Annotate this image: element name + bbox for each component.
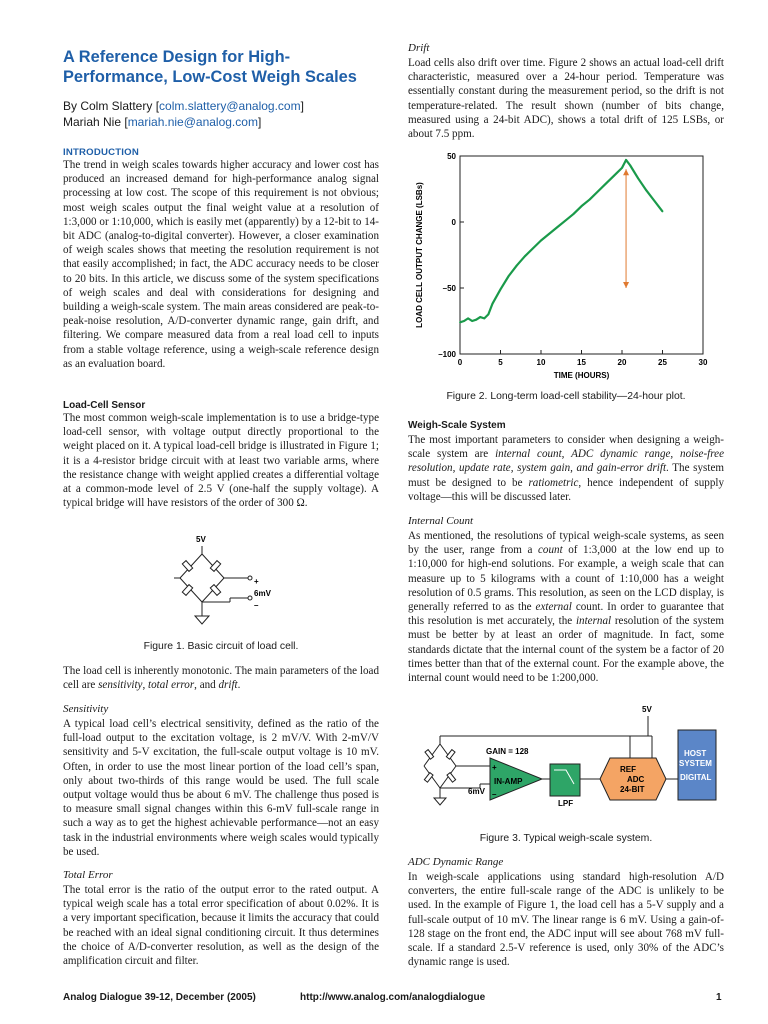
drift-data-point: [463, 320, 465, 322]
drift-data-point: [540, 240, 542, 242]
drift-data-point: [516, 265, 518, 267]
fig1-supply-label: 5V: [196, 535, 206, 544]
drift-data-point: [492, 303, 494, 305]
figure2-caption: Figure 2. Long-term load-cell stability—24-hour plot.: [446, 391, 686, 402]
drift-data-point: [524, 255, 526, 257]
section-heading-load-cell: Load-Cell Sensor: [63, 400, 146, 411]
subheading-internal-count: Internal Count: [408, 515, 474, 527]
drift-data-point: [629, 164, 631, 166]
drift-data-point: [573, 213, 575, 215]
drift-data-point: [662, 211, 664, 213]
drift-data-point: [654, 200, 656, 202]
footer-page-number: 1: [716, 992, 722, 1003]
drift-data-point: [471, 320, 473, 322]
drift-data-point: [645, 189, 647, 191]
drift-data-point: [581, 205, 583, 207]
bracket: ]: [257, 115, 262, 129]
fig3-supply-label: 5V: [642, 705, 652, 714]
x-tick-label: 0: [457, 358, 463, 367]
subheading-sensitivity: Sensitivity: [63, 703, 109, 715]
fig3-amp-plus: +: [492, 763, 497, 772]
drift-data-point: [613, 175, 615, 177]
sensitivity-text: A typical load cell’s electrical sensitivity, defined as the ratio of the full-load output to the excitation voltage, is 2 mV/V. With 2-mV/V sensitivity and 5-V excitation, the full-scale output voltage is 10 mV. Often, in order to use the most linear portion of the load cell’s span, only about two-thirds of this range would be used. The full scale output voltage would thus be about 6 mV. The challenge thus posed is to measure small signal changes within this 6-mV full-scale range in such a way as to get the highest achievable performance—not an easy task in the industrial environments where weigh scales would typically be used.: [63, 718, 379, 858]
fig3-amp-minus: –: [492, 790, 497, 799]
figure1-bridge-circuit: [150, 530, 290, 630]
fig3-amp-label: IN-AMP: [494, 777, 523, 786]
y-tick-label: –100: [438, 350, 456, 359]
arrow-head-top: [623, 169, 629, 175]
bracket: ]: [300, 99, 304, 113]
drift-data-point: [483, 317, 485, 319]
drift-data-point: [548, 233, 550, 235]
drift-series-line: [460, 160, 663, 322]
fig3-ref: REF: [620, 765, 636, 774]
footer-url[interactable]: http://www.analog.com/analogdialogue: [300, 992, 486, 1003]
section-heading-introduction: INTRODUCTION: [63, 147, 139, 158]
drift-text: Load cells also drift over time. Figure 2 shows an actual load-cell drift characteristic, measured over a 24-hour period. Temperature was essentially constant during the measurement period, so the drift is not temperature-related. The result shown (number of bits change, measured using a 24-bit ADC), shows a total drift of 125 LSBs, or about 7.5 ppm.: [408, 57, 724, 141]
author1: By Colm Slattery [: [63, 99, 160, 113]
figure2-chart: [410, 148, 720, 388]
x-tick-label: 5: [498, 358, 503, 367]
drift-data-point: [500, 288, 502, 290]
y-tick-label: 0: [451, 218, 456, 227]
drift-data-point: [564, 220, 566, 222]
author1-email[interactable]: colm.slattery@analog.com: [159, 99, 301, 113]
figure1-caption: Figure 1. Basic circuit of load cell.: [143, 641, 299, 652]
drift-data-point: [625, 159, 627, 161]
article-title: A Reference Design for High-Performance, Low-Cost Weigh Scales: [63, 48, 357, 86]
drift-data-point: [508, 275, 510, 277]
internal-count-text: As mentioned, the resolutions of typical weigh-scale systems, as seen by the user, range from a count of 1:3,000 at the low end up to 1:10,000 for high-end solutions. For example, a weigh scale that can measure up to 5 kilograms with a count of 1:10,000 has a weight resolution of 0.5 grams. This resolution, as seen on the LCD display, is generally referred to as the external count. In order to guarantee that this resolution is met accurately, the internal resolution of the system must be better by at least an order of magnitude. In fact, some standards dictate that the internal count of the system be a factor of 20 times better than that of the external count. For the example above, the internal count would need to be 1:200,000.: [408, 530, 724, 685]
drift-data-point: [475, 319, 477, 321]
drift-data-point: [589, 199, 591, 201]
fig3-host1: HOST: [684, 749, 707, 758]
x-tick-label: 10: [536, 358, 546, 367]
author2: Mariah Nie [: [63, 115, 128, 129]
fig1-output: 6mV: [254, 589, 271, 598]
drift-data-point: [532, 248, 534, 250]
drift-data-point: [621, 167, 623, 169]
footer-journal: Analog Dialogue 39-12, December (2005): [63, 992, 256, 1003]
x-tick-label: 30: [698, 358, 708, 367]
introduction-text: The trend in weigh scales towards higher accuracy and lower cost has produced an increased demand for high-performance analog signal processing at low cost. The scope of this requirement is not obvious; most weigh scales output the final weight value at a resolution of 1:3,000 or 1:10,000, which is easily met (apparently) by a 12-bit to 14-bit ADC (analog-to-digital converter). However, a closer examination of weigh scales shows that meeting the resolution requirement is not that easily accomplished; in fact, the ADC accuracy needs to be closer to 20 bits. In this article, we discuss some of the system specifications of weigh scales and deal with considerations for designing and building a weigh-scale system. The main areas considered are peak-to-peak-noise resolution, A/D-converter dynamic range, gain drift, and filtering. We compare measured data from a real load cell to inputs from a stable voltage reference, using a weigh-scale reference design as an evaluation board.: [63, 159, 379, 370]
subheading-adc-dynamic-range: ADC Dynamic Range: [408, 856, 504, 868]
plot-frame: [460, 156, 703, 354]
drift-data-point: [459, 321, 461, 323]
y-tick-label: –50: [442, 284, 456, 293]
figure3-block-diagram: [420, 700, 720, 828]
fig3-host2: SYSTEM: [679, 759, 712, 768]
figure3-caption: Figure 3. Typical weigh-scale system.: [479, 833, 653, 844]
load-cell-text: The most common weigh-scale implementation is to use a bridge-type load-cell sensor, with voltage output directly proportional to the weight placed on it. A typical load-cell bridge is illustrated in Figure 1; it is a 4-resistor bridge circuit with at least two variable arms, where the resistance change with weight applied creates a differential voltage at a common-mode level of 2.5 V (one-half the supply voltage). A typical bridge will have resistors of the order of 300 Ω.: [63, 412, 379, 510]
fig1-minus: –: [254, 601, 259, 610]
author2-email[interactable]: mariah.nie@analog.com: [127, 115, 258, 129]
subheading-drift: Drift: [408, 42, 430, 54]
x-axis-label: TIME (HOURS): [553, 371, 610, 380]
x-tick-label: 15: [577, 358, 586, 367]
x-tick-label: 25: [658, 358, 667, 367]
fig3-input: 6mV: [468, 787, 485, 796]
adc-dynamic-range-text: In weigh-scale applications using standard high-resolution A/D converters, the entire full-scale range of the ADC is unlikely to be used. In the example of Figure 1, the load cell has a 5-V supply and a full-scale output of 10 mV. The linear range is 6 mV. Using a gain-of-128 stage on the front end, the ADC input will see about 768 mV full-scale. If a standard 2.5-V reference is used, only 30% of the ADC’s dynamic range is used.: [408, 871, 724, 969]
drift-data-point: [637, 178, 639, 180]
drift-data-point: [487, 314, 489, 316]
byline: [63, 98, 393, 130]
fig3-adc: ADC: [627, 775, 645, 784]
weigh-scale-system-text: The most important parameters to consider when designing a weigh-scale system are internal count, ADC dynamic range, noise-free resolution, update rate, system gain, and gain-error drift. The system must be designed to be ratiometric, hence independent of supply voltage—this will be discussed later.: [408, 434, 725, 503]
section-heading-weigh-scale-system: Weigh-Scale System: [408, 420, 506, 431]
drift-data-point: [556, 226, 558, 228]
drift-data-point: [597, 191, 599, 193]
fig3-bits: 24-BIT: [620, 785, 645, 794]
lpf-block: [550, 764, 580, 796]
x-tick-label: 20: [617, 358, 627, 367]
drift-data-point: [479, 316, 481, 318]
total-error-text: The total error is the ratio of the output error to the rated output. A typical weigh scale has a total error specification of about 0.02%. It is a very important specification, because it limits the accuracy that could be reached with an ideal signal conditioning circuit. It thus determines the choice of A/D-converter resolution, as well as the design of the amplification circuit and filter.: [63, 884, 379, 968]
monotonic-text: The load cell is inherently monotonic. The main parameters of the load cell are sensitivity, total error, and drift.: [63, 665, 379, 692]
arrow-head-bottom: [623, 282, 629, 288]
fig3-host3: DIGITAL: [680, 773, 712, 782]
fig3-gain: GAIN = 128: [486, 747, 529, 756]
y-tick-label: 50: [447, 152, 456, 161]
subheading-total-error: Total Error: [63, 869, 113, 881]
drift-data-point: [605, 183, 607, 185]
y-axis-label: LOAD CELL OUTPUT CHANGE (LSBs): [415, 182, 424, 328]
fig1-plus: +: [254, 577, 259, 586]
drift-data-point: [467, 317, 469, 319]
fig3-lpf-label: LPF: [558, 799, 574, 808]
